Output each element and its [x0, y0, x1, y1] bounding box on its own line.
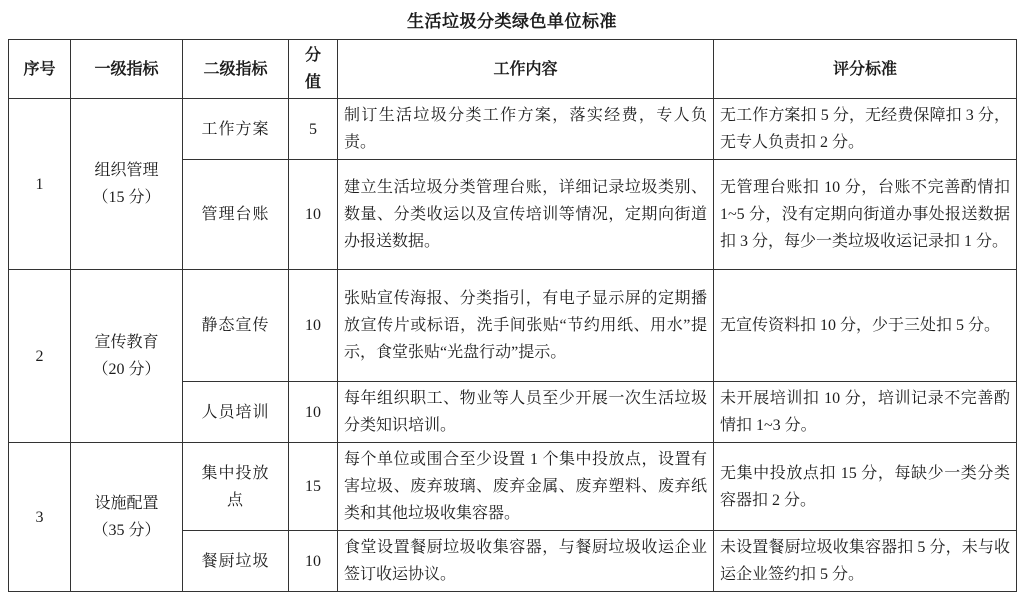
group3-row2-score: 10: [289, 531, 338, 592]
page-title: 生活垃圾分类绿色单位标准: [407, 12, 617, 31]
group1-row1-content: 制订生活垃圾分类工作方案，落实经费，专人负责。: [338, 99, 714, 160]
group3-row1-content: 每个单位或围合至少设置 1 个集中投放点，设置有害垃圾、废弃玻璃、废弃金属、废弃塑料、废弃纸类和其他垃圾收集容器。: [338, 443, 714, 531]
group1-row1-criteria: 无工作方案扣 5 分，无经费保障扣 3 分，无专人负责扣 2 分。: [714, 99, 1017, 160]
group1-level1-name: 组织管理: [94, 162, 159, 179]
col-header-score-label: 分值: [304, 47, 321, 91]
group3-level1-name: 设施配置: [94, 495, 159, 512]
col-header-criteria: 评分标准: [714, 40, 1017, 99]
table-row: [9, 443, 1017, 531]
group1-row2-level2: 管理台账: [183, 160, 289, 270]
group2-row1-content: 张贴宣传海报、分类指引，有电子显示屏的定期播放宣传片或标语，洗手间张贴“节约用纸、用水”提示，食堂张贴“光盘行动”提示。: [338, 270, 714, 382]
group2-level1-name: 宣传教育: [94, 334, 159, 351]
group3-row1-criteria: 无集中投放点扣 15 分，每缺少一类分类容器扣 2 分。: [714, 443, 1017, 531]
group2-row2-level2: 人员培训: [183, 382, 289, 443]
table-row: [9, 270, 1017, 382]
group2-row1-score: 10: [289, 270, 338, 382]
group1-row2-score: 10: [289, 160, 338, 270]
group3-row2-content: 食堂设置餐厨垃圾收集容器，与餐厨垃圾收运企业签订收运协议。: [338, 531, 714, 592]
group2-level1: [71, 270, 183, 443]
col-header-no: 序号: [9, 40, 71, 99]
group2-row2-content: 每年组织职工、物业等人员至少开展一次生活垃圾分类知识培训。: [338, 382, 714, 443]
group3-no: 3: [9, 443, 71, 592]
col-header-score: [289, 40, 338, 99]
group3-row2-criteria: 未设置餐厨垃圾收集容器扣 5 分，未与收运企业签约扣 5 分。: [714, 531, 1017, 592]
group1-row2-criteria: 无管理台账扣 10 分，台账不完善酌情扣 1~5 分，没有定期向街道办事处报送数据扣 3 分，每少一类垃圾收运记录扣 1 分。: [714, 160, 1017, 270]
group1-level1: [71, 99, 183, 270]
group2-level1-score: （20 分）: [92, 361, 161, 378]
group2-row1-level2: 静态宣传: [183, 270, 289, 382]
standards-table: [8, 39, 1017, 592]
group2-row1-criteria: 无宣传资料扣 10 分，少于三处扣 5 分。: [714, 270, 1017, 382]
header-row: [9, 40, 1017, 99]
group1-row2-content: 建立生活垃圾分类管理台账，详细记录垃圾类别、数量、分类收运以及宣传培训等情况，定期向街道办报送数据。: [338, 160, 714, 270]
group3-level1-score: （35 分）: [92, 522, 161, 539]
group3-row1-score: 15: [289, 443, 338, 531]
group1-no: 1: [9, 99, 71, 270]
group3-level1: [71, 443, 183, 592]
group2-row2-score: 10: [289, 382, 338, 443]
table-row: [9, 99, 1017, 160]
group1-row1-score: 5: [289, 99, 338, 160]
group1-level1-score: （15 分）: [92, 189, 161, 206]
col-header-level1: 一级指标: [71, 40, 183, 99]
group1-row1-level2: 工作方案: [183, 99, 289, 160]
group2-row2-criteria: 未开展培训扣 10 分，培训记录不完善酌情扣 1~3 分。: [714, 382, 1017, 443]
group3-row1-level2: 集中投放点: [183, 443, 289, 531]
col-header-content: 工作内容: [338, 40, 714, 99]
group2-no: 2: [9, 270, 71, 443]
group3-row2-level2: 餐厨垃圾: [183, 531, 289, 592]
col-header-level2: 二级指标: [183, 40, 289, 99]
